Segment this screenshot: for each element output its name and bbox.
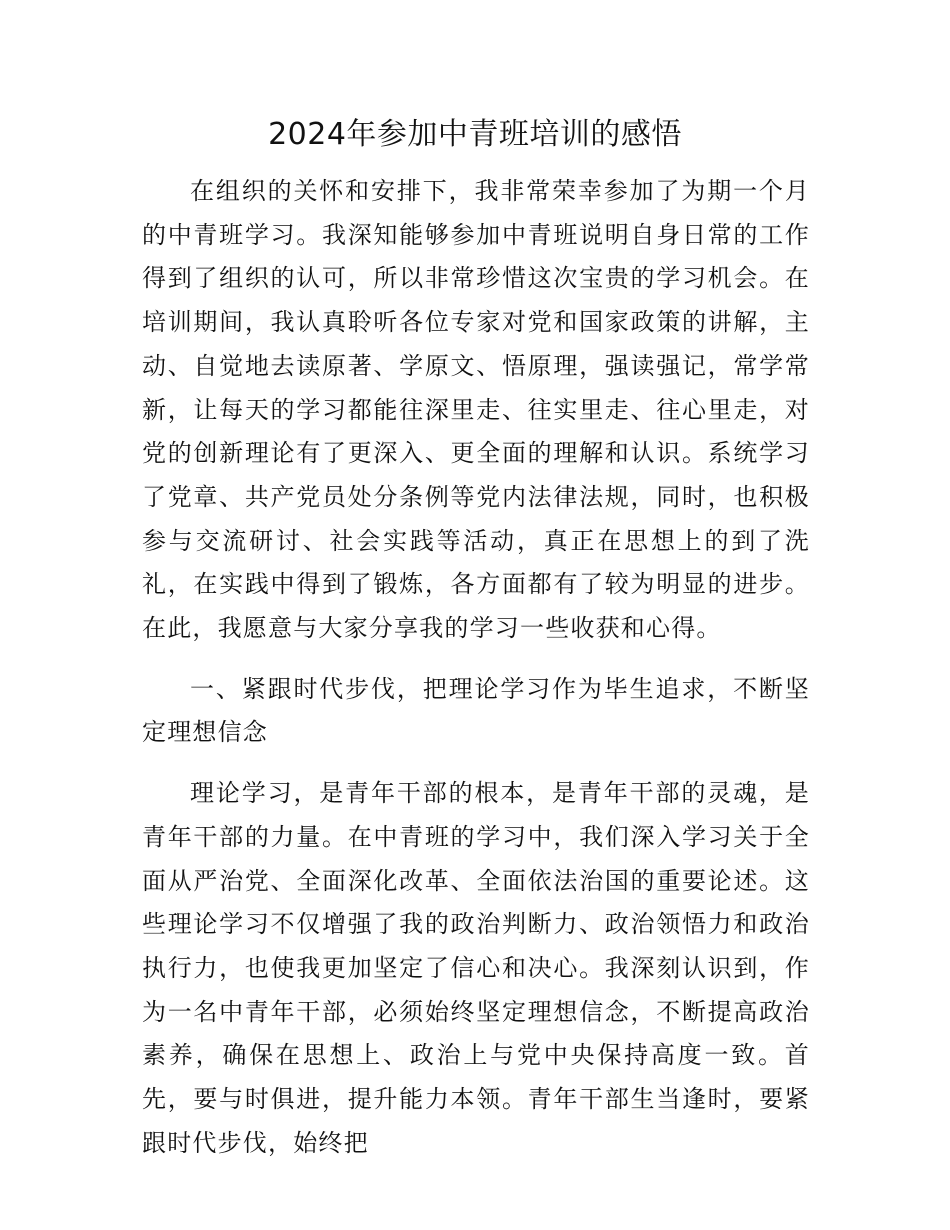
section-heading-1: 一、紧跟时代步伐，把理论学习作为毕生追求，不断坚定理想信念 bbox=[142, 674, 810, 747]
intro-paragraph: 在组织的关怀和安排下，我非常荣幸参加了为期一个月的中青班学习。我深知能够参加中青班说明自身日常的工作得到了组织的认可，所以非常珍惜这次宝贵的学习机会。在培训期间，我认真聆听各位专家对党和国家政策的讲解，主动、自觉地去读原著、学原文、悟原理，强读强记，常学常新，让每天的学习都能往深里走、往实里走、往心里走，对党的创新理论有了更深入、更全面的理解和认识。系统学习了党章、共产党员处分条例等党内法律法规，同时，也积极参与交流研讨、社会实践等活动，真正在思想上的到了洗礼，在实践中得到了锻炼，各方面都有了较为明显的进步。在此，我愿意与大家分享我的学习一些收获和心得。 bbox=[142, 177, 810, 643]
document-body bbox=[142, 170, 810, 1165]
document-title: 2024年参加中青班培训的感悟 bbox=[268, 117, 682, 152]
section-paragraph-1: 理论学习，是青年干部的根本，是青年干部的灵魂，是青年干部的力量。在中青班的学习中，我们深入学习关于全面从严治党、全面深化改革、全面依法治国的重要论述。这些理论学习不仅增强了我的政治判断力、政治领悟力和政治执行力，也使我更加坚定了信心和决心。我深刻认识到，作为一名中青年干部，必须始终坚定理想信念，不断提高政治素养，确保在思想上、政治上与党中央保持高度一致。首先，要与时俱进，提升能力本领。青年干部生当逢时，要紧跟时代步伐，始终把 bbox=[142, 779, 810, 1157]
